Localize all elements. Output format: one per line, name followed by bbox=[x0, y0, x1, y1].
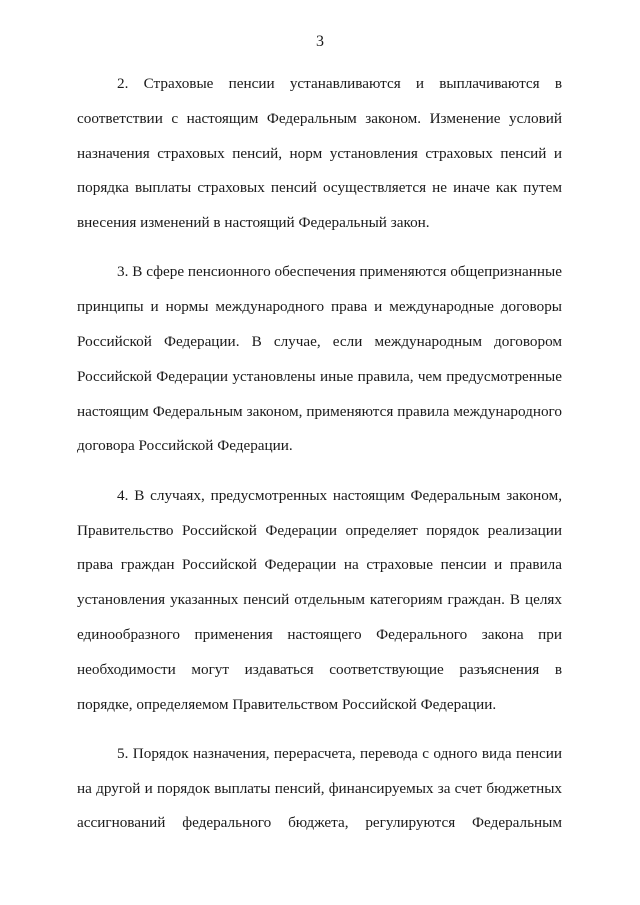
paragraph-5: 5. Порядок назначения, перерасчета, перевода с одного вида пенсии на другой и порядок выплаты пенсий, финансируемых за счет бюджетных ассигнований федерального бюджета, регулируются Федеральным bbox=[77, 744, 562, 832]
paragraph-4: 4. В случаях, предусмотренных настоящим Федеральным законом, Правительство Российской Федерации определяет порядок реализации права граждан Российской Федерации на страховые пенсии и правила установления указанных пенсий отдельным категориям граждан. В целях единообразного применения настоящего Федерального закона при необходимости могут издаваться соответствующие разъяснения в порядке, определяемом Правительством Российской Федерации. bbox=[77, 486, 562, 713]
document-body bbox=[77, 67, 562, 841]
page-number: 3 bbox=[316, 33, 324, 50]
paragraph-2: 2. Страховые пенсии устанавливаются и выплачиваются в соответствии с настоящим Федеральным законом. Изменение условий назначения страховых пенсий, норм установления страховых пенсий и порядка выплаты страховых пенсий осуществляется не иначе как путем внесения изменений в настоящий Федеральный закон. bbox=[77, 75, 562, 232]
paragraph-3: 3. В сфере пенсионного обеспечения применяются общепризнанные принципы и нормы международного права и международные договоры Российской Федерации. В случае, если международным договором Российской Федерации установлены иные правила, чем предусмотренные настоящим Федеральным законом, применяются правила международного договора Российской Федерации. bbox=[77, 263, 562, 455]
